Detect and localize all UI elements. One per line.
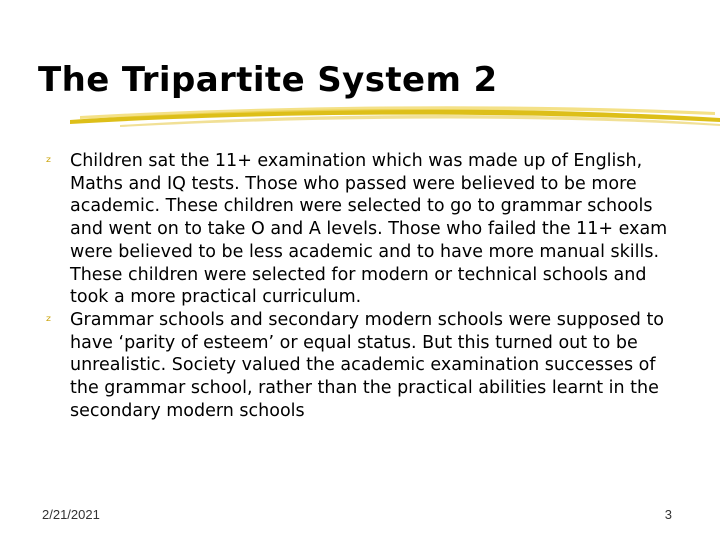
bullet-text: Grammar schools and secondary modern schools were supposed to have ‘parity of esteem’ or equal status. But this turned out to be unrealistic. Society valued the academic examination successes of the grammar school, rather than the practical abilities learnt in the secondary modern schools xyxy=(70,309,665,421)
slide-date: 2/21/2021 xyxy=(42,507,100,522)
bullet-list xyxy=(46,150,686,422)
title-underline-swoosh xyxy=(0,98,720,138)
bullet-item xyxy=(46,309,686,423)
slide-title: The Tripartite System 2 xyxy=(38,60,498,100)
z-bullet-icon: ᶻ xyxy=(46,311,52,330)
slide-number: 3 xyxy=(664,507,672,522)
bullet-text: Children sat the 11+ examination which was made up of English, Maths and IQ tests. Those who passed were believed to be more academic. These children were selected to go to grammar schools and went on to take O and A levels. Those who failed the 11+ exam were believed to be less academic and to have more manual skills. These children were selected for modern or technical schools and took a more practical curriculum. xyxy=(70,151,668,308)
z-bullet-icon: ᶻ xyxy=(46,153,52,171)
bullet-item xyxy=(46,150,686,309)
